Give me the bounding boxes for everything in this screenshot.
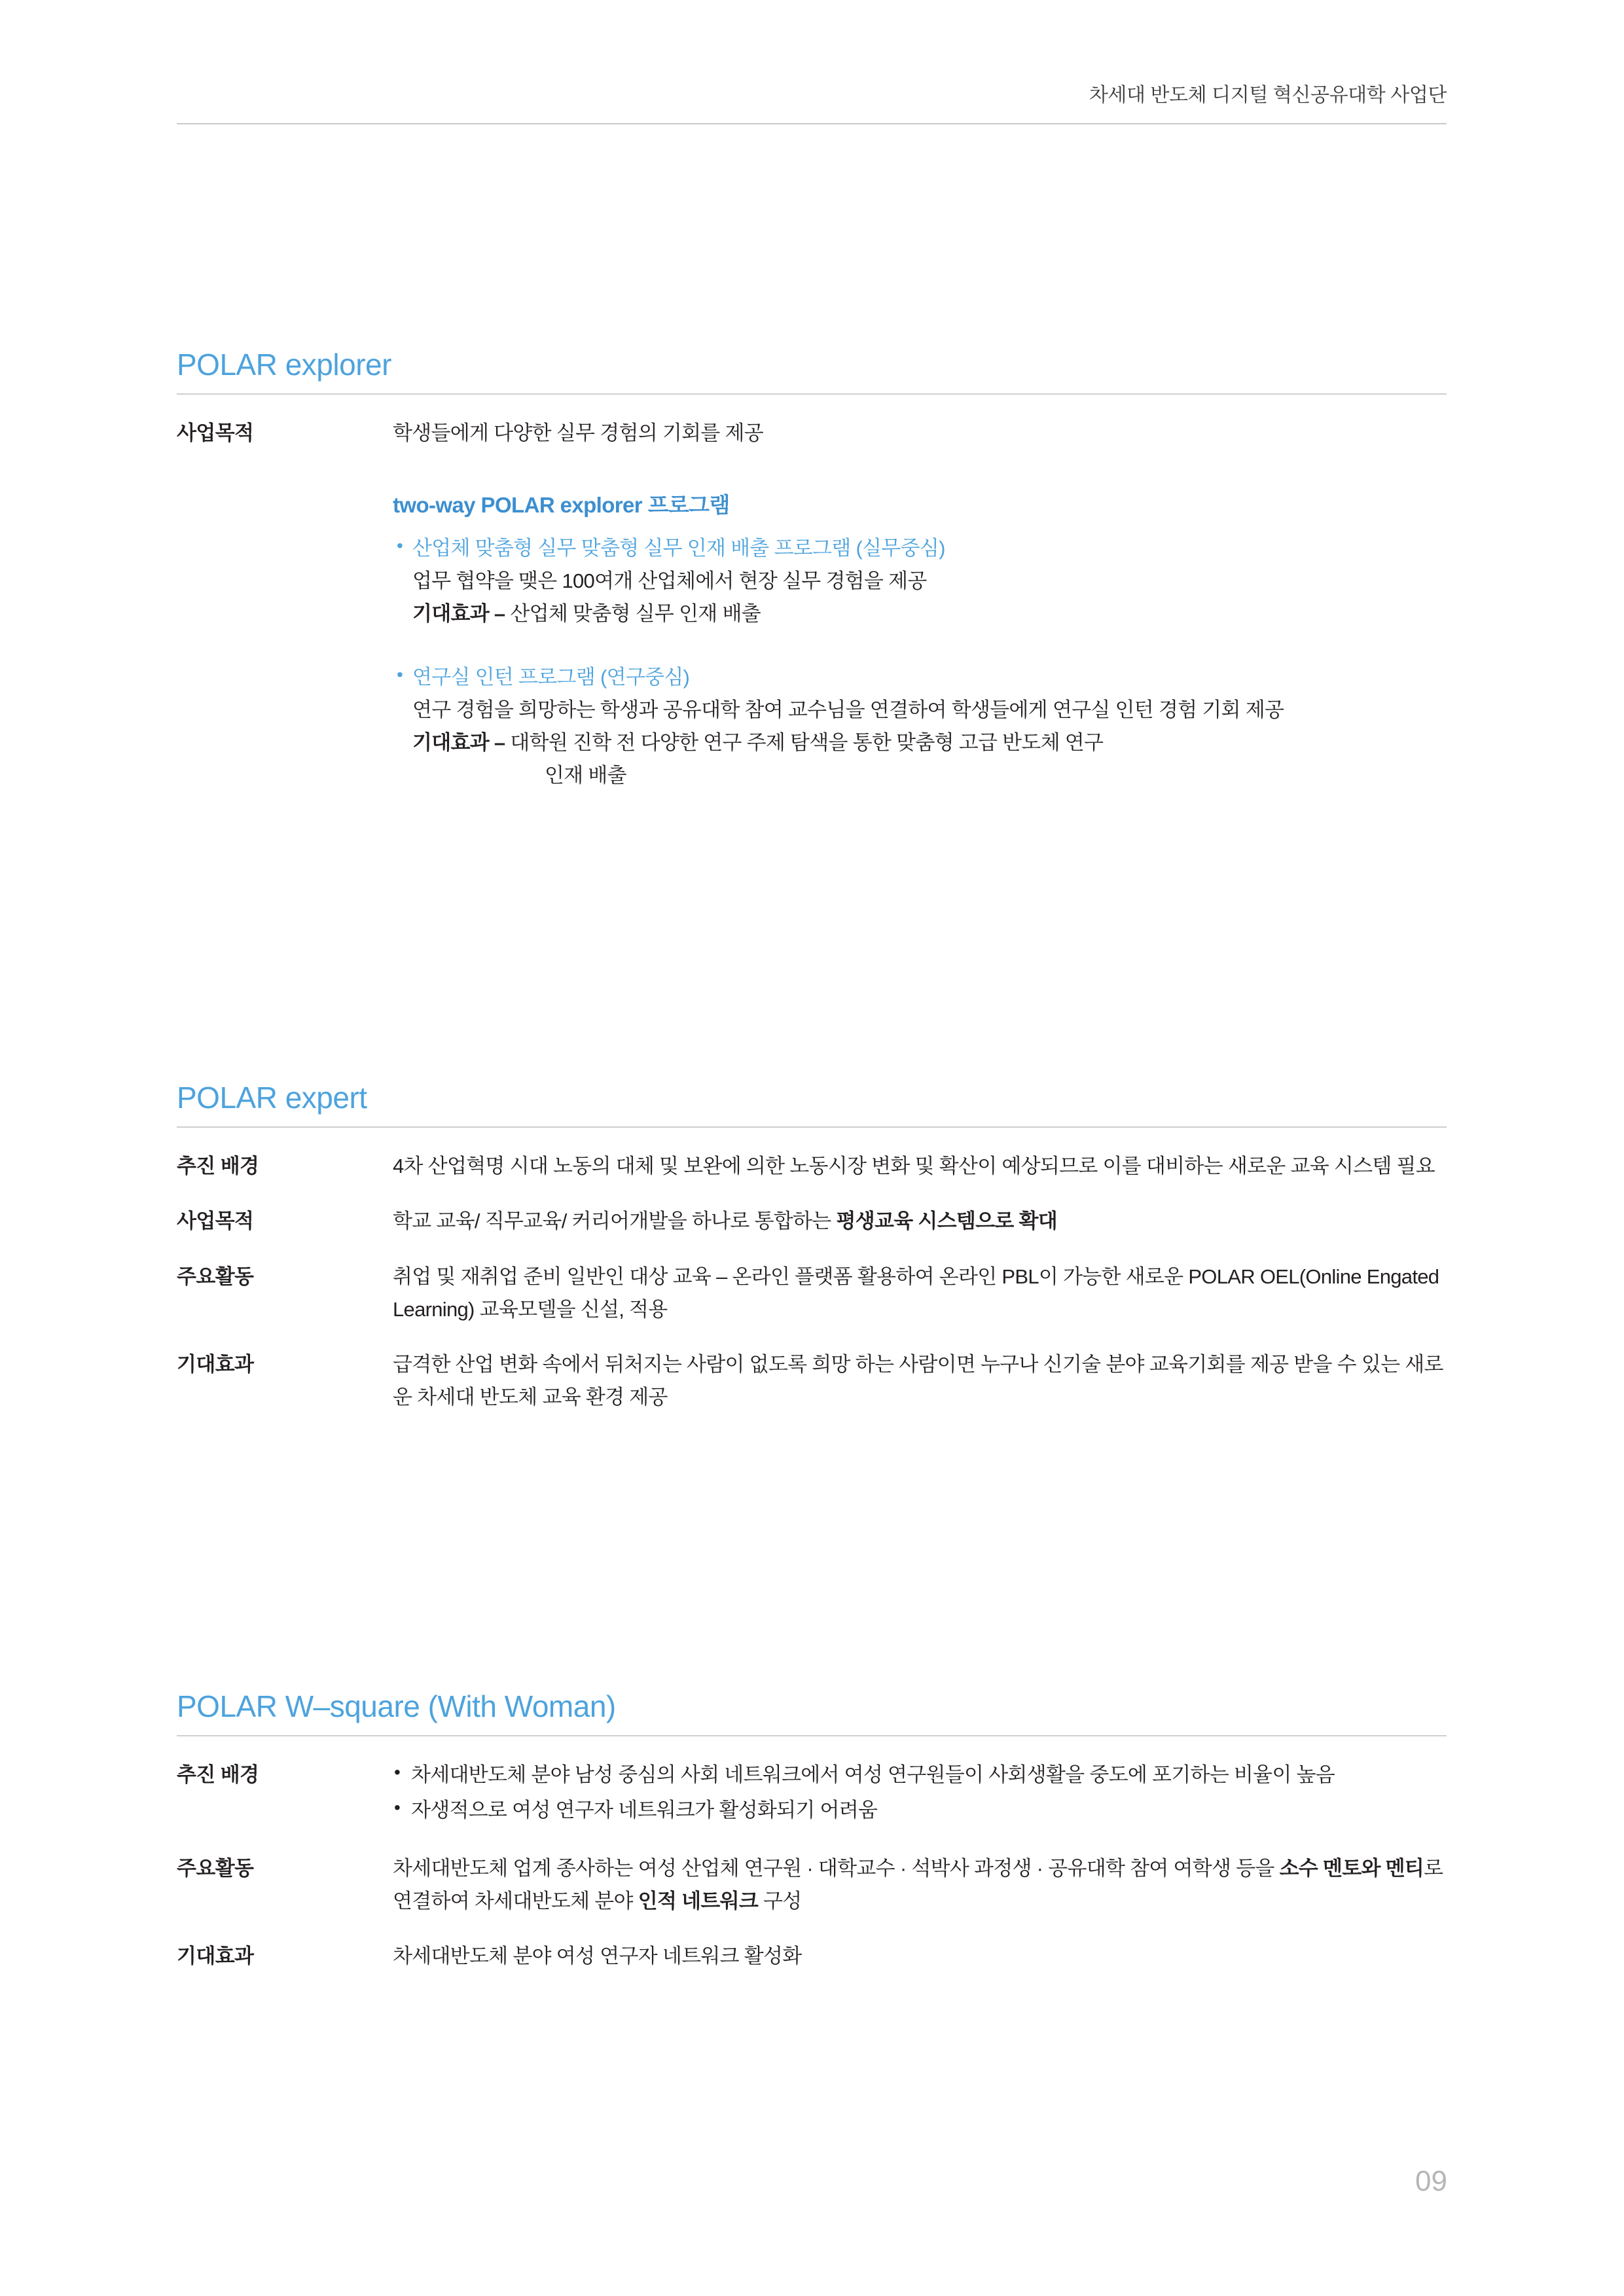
program-bullet-heading: • 연구실 인턴 프로그램 (연구중심) [393, 661, 1447, 694]
program-block [393, 661, 1447, 793]
program-title: two-way POLAR explorer 프로그램 [393, 493, 730, 518]
content-row [177, 1940, 1447, 1973]
row-label: 기대효과 [177, 1945, 254, 1968]
program-bullet-heading: • 산업체 맞춤형 실무 맞춤형 실무 인재 배출 프로그램 (실무중심) [393, 532, 1447, 565]
row-body [393, 1759, 1447, 1829]
expected-effect [393, 598, 1447, 630]
row-label: 주요활동 [177, 1265, 254, 1288]
section-title: POLAR explorer [177, 348, 391, 382]
section-title: POLAR expert [177, 1081, 367, 1115]
row-label: 추진 배경 [177, 1155, 259, 1178]
row-label: 추진 배경 [177, 1763, 259, 1787]
program-description: 업무 협약을 맺은 100여개 산업체에서 현장 실무 경험을 제공 [412, 569, 927, 593]
header-divider [177, 123, 1447, 124]
row-body: 4차 산업혁명 시대 노동의 대체 및 보완에 의한 노동시장 변화 및 확산이 예상되므로 이를 대비하는 새로운 교육 시스템 필요 [393, 1155, 1435, 1178]
row-text-plain: 학교 교육/ 직무교육/ 커리어개발을 하나로 통합하는 [393, 1210, 837, 1233]
expected-effect-text: 산업체 맞춤형 실무 인재 배출 [510, 602, 761, 626]
row-text-plain: 로 연결하여 차세대반도체 분야 [393, 1856, 1443, 1912]
section-polar-wsquare [177, 1689, 1447, 1995]
purpose-text: 학생들에게 다양한 실무 경험의 기회를 제공 [393, 422, 763, 445]
expected-effect-continuation: 인재 배출 [545, 764, 626, 787]
row-body: 차세대반도체 분야 여성 연구자 네트워크 활성화 [393, 1945, 802, 1968]
row-text-emphasis: 평생교육 시스템으로 확대 [836, 1210, 1057, 1233]
row-text-emphasis: 소수 멘토와 멘티 [1279, 1856, 1424, 1880]
row-label: 주요활동 [177, 1856, 254, 1880]
expected-effect-label: 기대효과 – [412, 602, 505, 626]
content-row [177, 1759, 1447, 1829]
program-block [393, 532, 1447, 631]
row-text-emphasis: 인적 네트워크 [638, 1889, 759, 1912]
expected-effect [393, 726, 1447, 759]
row-label: 기대효과 [177, 1353, 254, 1376]
program-description: 연구 경험을 희망하는 학생과 공유대학 참여 교수님을 연결하여 학생들에게 연구실 인턴 경험 기회 제공 [412, 698, 1284, 721]
bullet-list [393, 1759, 1447, 1827]
list-item: • 자생적으로 여성 연구자 네트워크가 활성화되기 어려움 [393, 1794, 1447, 1827]
row-body [393, 1852, 1447, 1918]
content-row [177, 1205, 1447, 1238]
section-title: POLAR W–square (With Woman) [177, 1689, 616, 1723]
expected-effect-text: 대학원 진학 전 다양한 연구 주제 탐색을 통한 맞춤형 고급 반도체 연구 [510, 730, 1104, 754]
row-label: 사업목적 [177, 422, 254, 445]
row-body [393, 417, 1447, 792]
section-divider [177, 1126, 1447, 1128]
section-polar-expert [177, 1080, 1447, 1437]
row-body [393, 1205, 1447, 1238]
running-title: 차세대 반도체 디지털 혁신공유대학 사업단 [1089, 84, 1447, 106]
content-row [177, 1150, 1447, 1183]
page-number: 09 [1415, 2165, 1447, 2197]
content-row [177, 1348, 1447, 1414]
row-body: 취업 및 재취업 준비 일반인 대상 교육 – 온라인 플랫폼 활용하여 온라인 PBL이 가능한 새로운 POLAR OEL(Online Engated Learning) 교육모델을 신설, 적용 [393, 1265, 1439, 1321]
content-row [177, 1261, 1447, 1326]
page-header [177, 79, 1447, 107]
section-divider [177, 1735, 1447, 1736]
expected-effect-label: 기대효과 – [412, 730, 505, 754]
section-divider [177, 393, 1447, 395]
section-polar-explorer [177, 347, 1447, 814]
row-body: 급격한 산업 변화 속에서 뒤처지는 사람이 없도록 희망 하는 사람이면 누구나 신기술 분야 교육기회를 제공 받을 수 있는 새로운 차세대 반도체 교육 환경 제공 [393, 1353, 1443, 1409]
row-label: 사업목적 [177, 1210, 254, 1233]
row-text-plain: 차세대반도체 업계 종사하는 여성 산업체 연구원 · 대학교수 · 석박사 과정생 · 공유대학 참여 여학생 등을 [393, 1856, 1280, 1880]
list-item: • 차세대반도체 분야 남성 중심의 사회 네트워크에서 여성 연구원들이 사회생활을 중도에 포기하는 비율이 높음 [393, 1759, 1447, 1791]
content-row [177, 417, 1447, 792]
content-row [177, 1852, 1447, 1918]
row-text-plain: 구성 [758, 1889, 802, 1912]
